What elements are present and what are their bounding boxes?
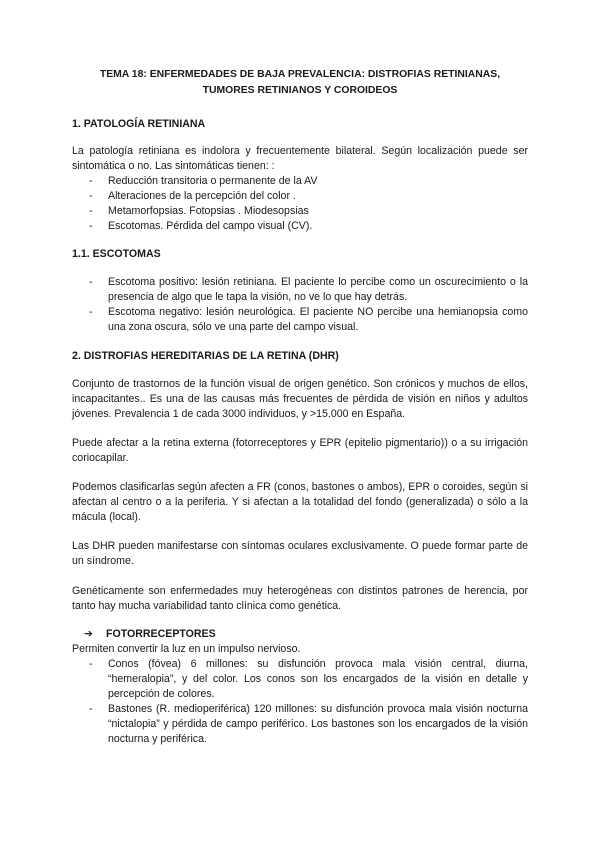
- list-item-text: Escotomas. Pérdida del campo visual (CV).: [108, 220, 313, 232]
- paragraph: Permiten convertir la luz en un impulso nervioso.: [72, 643, 301, 655]
- paragraph: Conjunto de trastornos de la función visual de origen genético. Son crónicos y muchos de ellos, incapacitantes.. Es una de las causas más frecuentes de pérdida de visión en niños y adultos jóvenes. Prevalencia 1 de cada 3000 individuos, y >15.000 en España.: [72, 378, 528, 420]
- list-item-text: Escotoma negativo: lesión neurológica. El paciente NO percibe una hemianopsia como una zona oscura, sólo ve una parte del campo visual.: [108, 306, 528, 333]
- list-item: [72, 305, 528, 335]
- paragraph: Genéticamente son enfermedades muy heterogéneas con distintos patrones de herencia, por tanto hay mucha variabilidad tanto clínica como genética.: [72, 585, 528, 612]
- list-item-text: Bastones (R. medioperiférica) 120 millones: su disfunción provoca mala visión nocturna “nictalopia” y pérdida de campo periférico. Los bastones son los encargados de la visión nocturna y periférica.: [108, 703, 528, 745]
- list-item-text: Metamorfopsias. Fotopsias . Miodesopsias: [108, 205, 309, 217]
- escotoma-list: [72, 275, 528, 335]
- dash-bullet: -: [89, 658, 93, 670]
- section-heading-patologia: 1. PATOLOGÍA RETINIANA: [72, 118, 206, 130]
- dash-bullet: -: [89, 190, 93, 202]
- dash-bullet: -: [89, 306, 93, 318]
- arrow-right-icon: ➔: [84, 628, 93, 640]
- fotorreceptor-list: [72, 657, 528, 747]
- subsection-heading-text: FOTORRECEPTORES: [106, 628, 216, 640]
- dash-bullet: -: [89, 175, 93, 187]
- section-body-escotomas: [72, 275, 528, 335]
- document-title: [60, 67, 540, 99]
- dash-bullet: -: [89, 220, 93, 232]
- list-item-text: Reducción transitoria o permanente de la AV: [108, 175, 318, 187]
- paragraph: Podemos clasificarlas según afecten a FR (conos, bastones o ambos), EPR o coroides, según si afectan al centro o a la periferia. Y si afectan a la totalidad del fondo (generalizada) o sólo a la mácula (local).: [72, 481, 528, 523]
- title-line-1: TEMA 18: ENFERMEDADES DE BAJA PREVALENCIA: DISTROFIAS RETINIANAS,: [99, 69, 501, 80]
- list-item: [72, 702, 528, 747]
- list-item-text: Conos (fóvea) 6 millones: su disfunción provoca mala visión central, diurna, “hemeralopia”, y del color. Los conos son los encargados de la visión en detalle y percepción de colores.: [108, 658, 528, 700]
- list-item: [72, 275, 528, 305]
- dash-bullet: -: [89, 205, 93, 217]
- section-body-fotorreceptores: [72, 642, 528, 747]
- list-item: [72, 204, 528, 219]
- symptom-list: [72, 174, 528, 234]
- dash-bullet: -: [89, 703, 93, 715]
- list-item-text: Escotoma positivo: lesión retiniana. El paciente lo percibe como un oscurecimiento o la presencia de algo que le tapa la visión, no ve lo que hay detrás.: [108, 276, 528, 303]
- paragraph: La patología retiniana es indolora y frecuentemente bilateral. Según localización puede ser sintomática o no. Las sintomáticas tienen: :: [72, 145, 528, 172]
- list-item: [72, 219, 528, 234]
- list-item: [72, 657, 528, 702]
- subsection-heading-fotorreceptores: [84, 627, 540, 642]
- section-heading-escotomas: 1.1. ESCOTOMAS: [72, 248, 161, 260]
- list-item: [72, 174, 528, 189]
- section-heading-dhr: 2. DISTROFIAS HEREDITARIAS DE LA RETINA (DHR): [72, 350, 339, 362]
- list-item: [72, 189, 528, 204]
- section-body-patologia: [72, 144, 528, 234]
- paragraph: Las DHR pueden manifestarse con síntomas oculares exclusivamente. O puede formar parte de un síndrome.: [72, 540, 528, 567]
- paragraph: Puede afectar a la retina externa (fotorreceptores y EPR (epitelio pigmentario)) o a su irrigación coriocapilar.: [72, 437, 528, 464]
- title-line-2: TUMORES RETINIANOS Y COROIDEOS: [202, 85, 398, 96]
- dash-bullet: -: [89, 276, 93, 288]
- list-item-text: Alteraciones de la percepción del color .: [108, 190, 296, 202]
